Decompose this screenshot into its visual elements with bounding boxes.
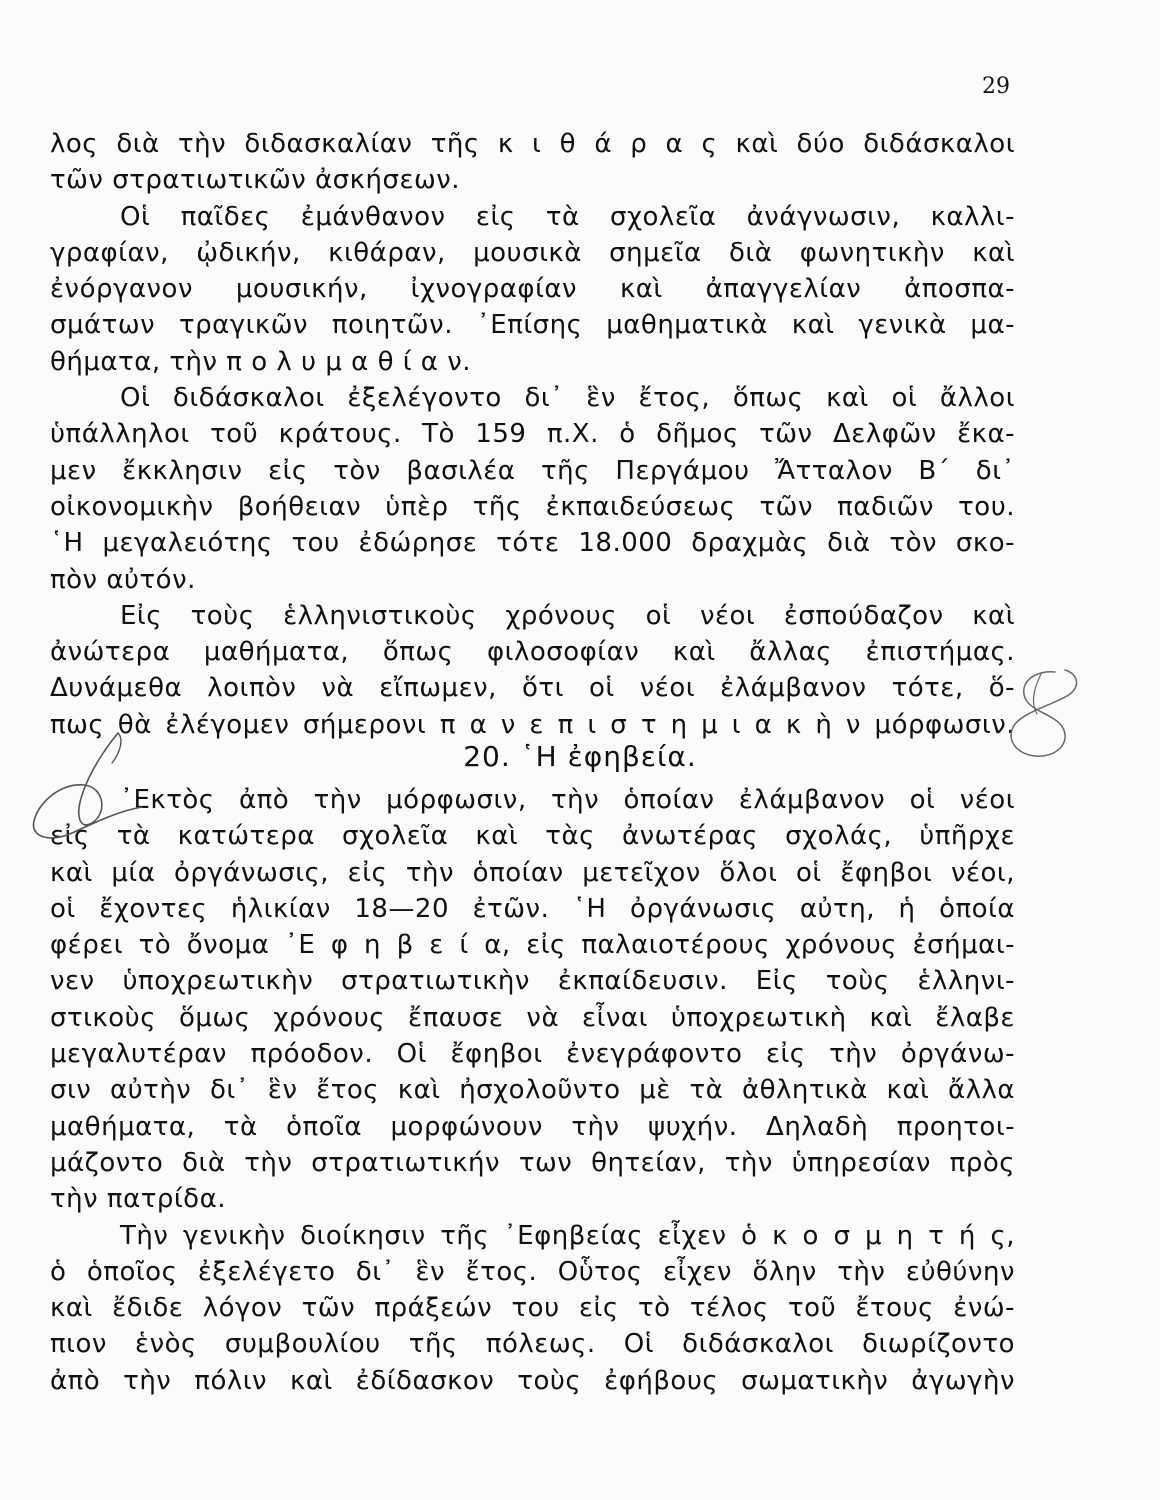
text-line: οἱ ἔχοντες ἡλικίαν 18—20 ἐτῶν. ῾Η ὀργάνωσις αὐτη, ἡ ὁποία — [50, 893, 1015, 924]
text-line: ἀπὸ τὴν πόλιν καὶ ἐδίδασκον τοὺς ἐφήβους σωματικὴν ἀγωγὴν — [50, 1365, 1015, 1396]
text-line: μαθήματα, τὰ ὁποῖα μορφώνουν τὴν ψυχήν. Δηλαδὴ προητοι- — [50, 1111, 1015, 1142]
text-line: Οἱ διδάσκαλοι ἐξελέγοντο δι᾿ ἓν ἔτος, ὅπως καὶ οἱ ἄλλοι — [120, 383, 1015, 414]
section-heading: 20. ῾Η ἐφηβεία. — [463, 740, 697, 773]
text-line: σμάτων τραγικῶν ποιητῶν. ᾿Επίσης μαθηματικὰ καὶ γενικὰ μα- — [50, 310, 1015, 341]
text-line: μεν ἔκκλησιν εἰς τὸν βασιλέα τῆς Περγάμου Ἄτταλον Β΄ δι᾿ — [50, 455, 1015, 486]
text-line: καὶ μία ὀργάνωσις, εἰς τὴν ὁποίαν μετεῖχον ὅλοι οἱ ἔφηβοι νέοι, — [50, 857, 1015, 888]
text-line: σιν αὐτὴν δι᾿ ἓν ἔτος καὶ ἠσχολοῦντο μὲ τὰ ἀθλητικὰ καὶ ἄλλα — [50, 1075, 1015, 1106]
text-line: Οἱ παῖδες ἐμάνθανον εἰς τὰ σχολεῖα ἀνάγνωσιν, καλλι- — [120, 201, 1015, 232]
text-line: μάζοντο διὰ τὴν στρατιωτικήν των θητείαν, τὴν ὑπηρεσίαν πρὸς — [50, 1147, 1015, 1178]
text-line: στικοὺς ὅμως χρόνους ἔπαυσε νὰ εἶναι ὑποχρεωτικὴ καὶ ἔλαβε — [50, 1002, 1015, 1033]
text-line: ὑπάλληλοι τοῦ κράτους. Τὸ 159 π.Χ. ὁ δῆμος τῶν Δελφῶν ἔκα- — [50, 419, 1015, 450]
text-line: ᾿Εκτὸς ἀπὸ τὴν μόρφωσιν, τὴν ὁποίαν ἐλάμβανον οἱ νέοι — [120, 785, 1015, 815]
text-line: φέρει τὸ ὄνομα ᾿Ε φ η β ε ί α, εἰς παλαιοτέρους χρόνους ἐσήμαι- — [50, 930, 1015, 961]
text-line: γραφίαν, ᾠδικήν, κιθάραν, μουσικὰ σημεῖα διὰ φωνητικὴν καὶ — [50, 237, 1015, 268]
text-line: λος διὰ τὴν διδασκαλίαν τῆς κ ι θ ά ρ α ς καὶ δύο διδάσκαλοι — [50, 129, 1015, 159]
text-line: πως θὰ ἐλέγομεν σήμερονι π α ν ε π ι σ τ η μ ι α κ ὴ ν μόρφωσιν. — [50, 709, 1015, 740]
text-line: ῾Η μεγαλειότης του ἐδώρησε τότε 18.000 δραχμὰς διὰ τὸν σκο- — [50, 528, 1015, 559]
text-line: θήματα, τὴν π ο λ υ μ α θ ί α ν. — [50, 346, 471, 377]
text-line: νεν ὑποχρεωτικὴν στρατιωτικὴν ἐκπαίδευσιν. Εἰς τοὺς ἑλληνι- — [50, 966, 1015, 997]
text-line: Δυνάμεθα λοιπὸν νὰ εἴπωμεν, ὅτι οἱ νέοι ἐλάμβανον τότε, ὅ- — [50, 673, 1015, 704]
text-line: οἰκονομικὴν βοήθειαν ὑπὲρ τῆς ἐκπαιδεύσεως τῶν παδιῶν του. — [50, 491, 1015, 522]
text-line: Εἰς τοὺς ἑλληνιστικοὺς χρόνους οἱ νέοι ἐσπούδαζον καὶ — [120, 600, 1015, 631]
text-line: τῶν στρατιωτικῶν ἀσκήσεων. — [50, 165, 461, 196]
paragraph-block-bottom — [50, 782, 1015, 1399]
text-line: καὶ ἔδιδε λόγον τῶν πράξεών του εἰς τὸ τέλος τοῦ ἔτους ἐνώ- — [50, 1293, 1015, 1324]
paragraph-block-top — [50, 126, 1015, 743]
text-line: εἰς τὰ κατώτερα σχολεῖα καὶ τὰς ἀνωτέρας σχολάς, ὑπῆρχε — [50, 821, 1015, 852]
text-line: ἀνώτερα μαθήματα, ὅπως φιλοσοφίαν καὶ ἄλλας ἐπιστήμας. — [50, 637, 1015, 668]
page-number: 29 — [982, 74, 1010, 99]
text-line: ἐνόργανον μουσικήν, ἰχνογραφίαν καὶ ἀπαγγελίαν ἀποσπα- — [50, 274, 1015, 305]
text-line: τὴν πατρίδα. — [50, 1184, 226, 1215]
text-line: πὸν αὐτόν. — [50, 564, 196, 595]
text-line: μεγαλυτέραν πρόοδον. Οἱ ἔφηβοι ἐνεγράφοντο εἰς τὴν ὀργάνω- — [50, 1039, 1015, 1070]
text-line: Τὴν γενικὴν διοίκησιν τῆς ᾿Εφηβείας εἶχεν ὁ κ ο σ μ η τ ή ς, — [120, 1220, 1015, 1251]
text-line: πιον ἑνὸς συμβουλίου τῆς πόλεως. Οἱ διδάσκαλοι διωρίζοντο — [50, 1329, 1015, 1360]
text-line: ὁ ὁποῖος ἐξελέγετο δι᾿ ἓν ἔτος. Οὗτος εἶχεν ὅλην τὴν εὐθύνην — [50, 1256, 1015, 1287]
